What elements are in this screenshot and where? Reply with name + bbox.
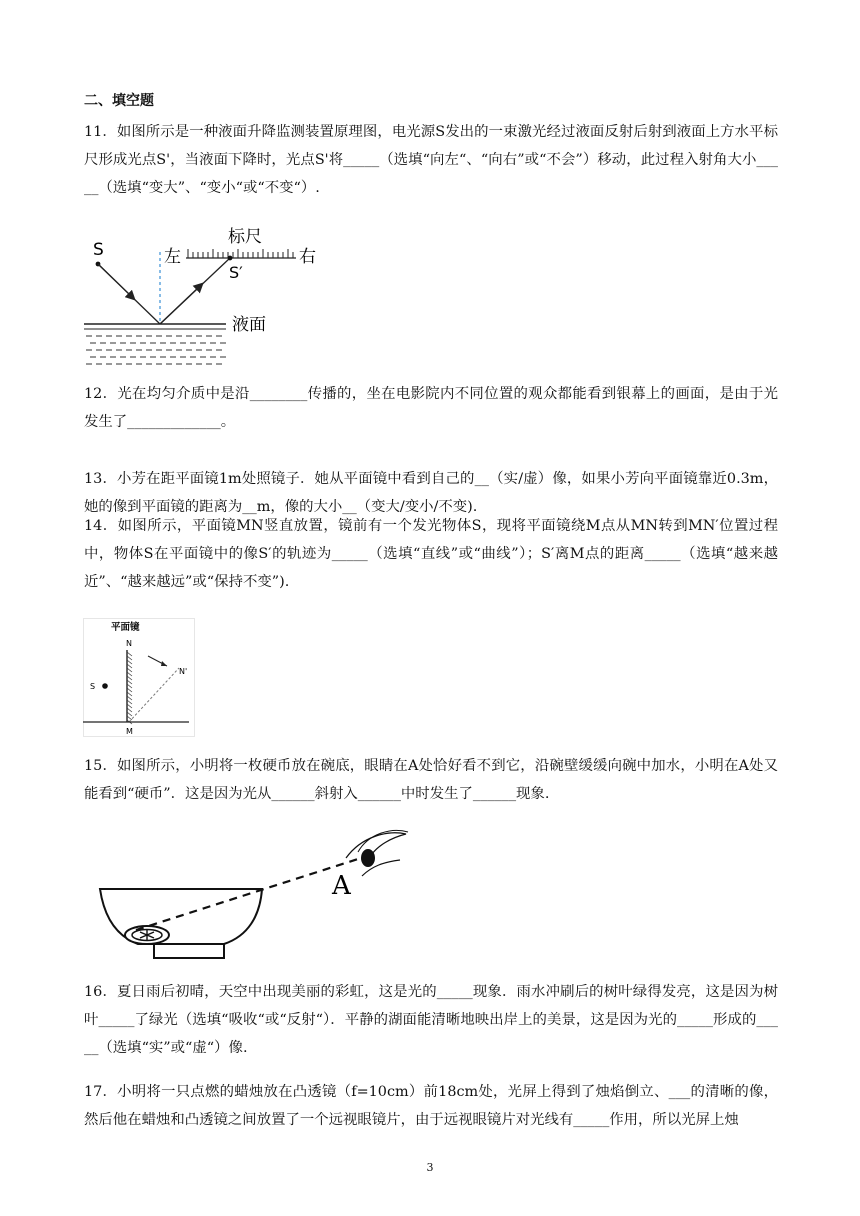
page-number: 3 — [426, 1161, 434, 1174]
hatch-line — [127, 660, 132, 664]
n-prime-label: N' — [179, 667, 188, 676]
source-label: S — [93, 240, 104, 260]
spot-label: S′ — [229, 263, 243, 282]
hatch-line — [127, 656, 132, 660]
hatch-line — [127, 700, 132, 704]
hatch-line — [127, 688, 132, 692]
mirror-hatch — [127, 652, 132, 724]
object-s — [102, 683, 108, 689]
sight-line — [136, 859, 358, 930]
figure-rotating-mirror — [83, 618, 195, 738]
liquid-body — [86, 336, 226, 364]
question-15: 15．如图所示，小明将一枚硬币放在碗底，眼睛在A处恰好看不到它，沿碗壁缓缓向碗中加水，小明在A处又能看到“硬币”．这是因为光从______斜射入______中时发生了______现象. — [84, 758, 778, 802]
hatch-line — [127, 676, 132, 680]
hatch-line — [127, 704, 132, 708]
n-label: N — [126, 639, 132, 648]
hatch-line — [127, 692, 132, 696]
spot-dot — [228, 256, 233, 261]
question-13: 13．小芳在距平面镜1m处照镜子．她从平面镜中看到自己的__（实/虚）像，如果小芳向平面镜靠近0.3m，她的像到平面镜的距离为__m，像的大小__（变大/变小/不变). — [84, 471, 778, 515]
eye-pupil — [361, 849, 375, 867]
incident-arrow — [98, 264, 132, 297]
ruler-ticks — [188, 249, 293, 258]
figure-liquid-level-monitor — [80, 222, 316, 372]
reflected-arrow — [160, 286, 200, 324]
hatch-line — [127, 652, 132, 656]
question-11: 11．如图所示是一种液面升降监测装置原理图，电光源S发出的一束激光经过液面反射后射到液面上方水平标尺形成光点S'，当液面下降时，光点S'将_____（选填“向左“、“向右”或“不会”）移动，此过程入射角大小_____（选填“变大”、“变小“或“不变“）. — [84, 124, 778, 196]
hatch-line — [127, 668, 132, 672]
hatch-line — [127, 672, 132, 676]
question-16: 16．夏日雨后初晴，天空中出现美丽的彩虹，这是光的_____现象．雨水冲刷后的树叶绿得发亮，这是因为树叶_____了绿光（选填“吸收“或“反射“）．平静的湖面能清晰地映出岸上的美景，这是因为光的_____形成的_____（选填“实”或“虚“）像. — [84, 984, 778, 1056]
hatch-line — [127, 664, 132, 668]
hatch-line — [127, 696, 132, 700]
eye-label: A — [332, 871, 351, 901]
question-14: 14．如图所示，平面镜MN竖直放置，镜前有一个发光物体S，现将平面镜绕M点从MN转到MN′位置过程中，物体S在平面镜中的像S′的轨迹为_____（选填“直线”或“曲线”）；S′离M点的距离_____（选填“越来越近”、“越来越远”或“保持不变”). — [84, 518, 778, 590]
section-title: 二、填空题 — [84, 93, 154, 109]
s-label: S — [90, 682, 96, 691]
eye-upper-lid — [346, 833, 406, 858]
liquid-label: 液面 — [232, 315, 266, 335]
hatch-line — [127, 684, 132, 688]
bowl-base — [154, 944, 224, 958]
right-label: 右 — [299, 247, 316, 267]
ruler-label: 标尺 — [228, 227, 262, 247]
figure-bowl-coin — [96, 828, 416, 968]
m-label: M — [126, 727, 133, 736]
hatch-line — [127, 716, 132, 720]
question-17: 17．小明将一只点燃的蜡烛放在凸透镜（f=10cm）前18cm处，光屏上得到了烛焰倒立、___的清晰的像，然后他在蜡烛和凸透镜之间放置了一个远视眼镜片，由于远视眼镜片对光线有_____作用，所以光屏上烛 — [84, 1084, 778, 1128]
mirror-label: 平面镜 — [111, 622, 140, 633]
question-12: 12．光在均匀介质中是沿________传播的，坐在电影院内不同位置的观众都能看到银幕上的画面，是由于光发生了_____________。 — [84, 386, 778, 430]
mirror-mn-prime — [129, 668, 179, 722]
hatch-line — [127, 680, 132, 684]
left-label: 左 — [164, 247, 181, 267]
hatch-line — [127, 708, 132, 712]
hatch-line — [127, 712, 132, 716]
